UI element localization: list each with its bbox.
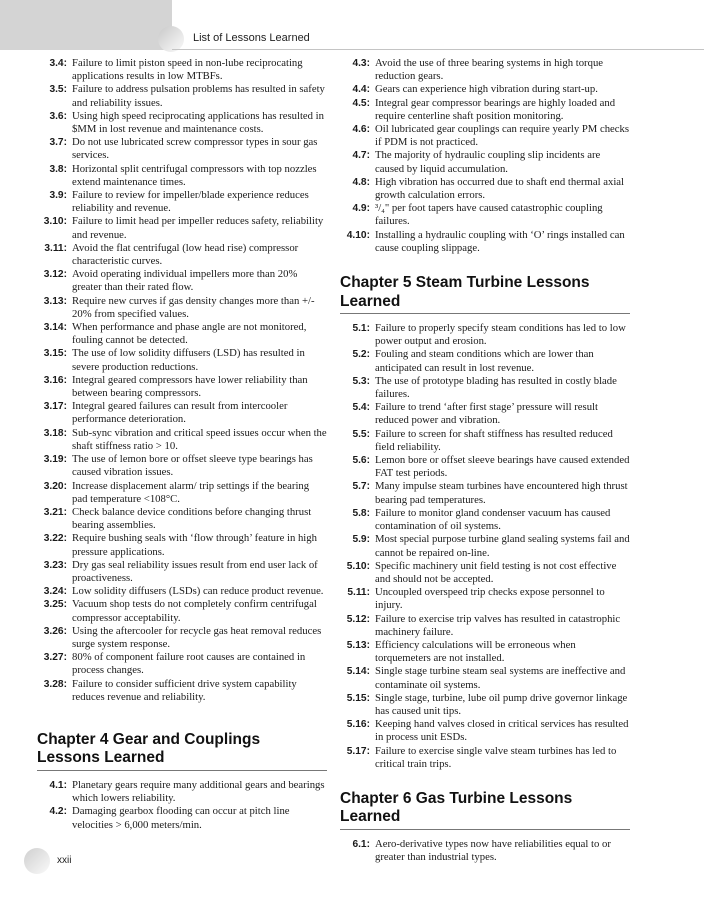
lesson-number: 3.19:	[43, 454, 67, 466]
lesson-number: 3.27:	[43, 652, 67, 664]
lesson-number: 4.2:	[49, 806, 67, 818]
lesson-number: 4.3:	[352, 58, 370, 69]
lesson-text: Keeping hand valves closed in critical services has resulted in process unit ESDs.	[375, 718, 629, 744]
lesson-number: 5.16:	[346, 719, 370, 731]
lesson-number: 3.7:	[49, 137, 67, 149]
lesson-item	[37, 215, 327, 241]
lessons-list-chapter-6	[340, 838, 630, 864]
lesson-text: Integral geared failures can result from intercooler performance deterioration.	[72, 400, 288, 426]
lessons-list-chapter-4-continued	[340, 57, 630, 255]
lesson-item	[340, 480, 630, 506]
lesson-text: Planetary gears require many additional gears and bearings which lowers reliability.	[72, 778, 325, 805]
lesson-item	[37, 347, 327, 373]
lesson-text: Increase displacement alarm/ trip settings if the bearing pad temperature <108°C.	[72, 479, 310, 505]
lesson-item	[37, 585, 327, 598]
lesson-text: Failure to exercise single valve steam turbines has led to critical train trips.	[375, 744, 617, 770]
lesson-item	[37, 321, 327, 347]
lesson-number: 5.10:	[346, 560, 370, 572]
lesson-number: 3.5:	[49, 84, 67, 96]
lesson-item	[37, 83, 327, 109]
chapter-6-heading: Chapter 6 Gas Turbine Lessons Learned	[340, 790, 630, 830]
lesson-item	[340, 718, 630, 744]
lesson-text: Avoid the use of three bearing systems in high torque reduction gears.	[375, 57, 604, 83]
page-header	[0, 0, 704, 50]
lesson-number: 3.18:	[43, 427, 67, 439]
lesson-text: Many impulse steam turbines have encountered high thrust bearing pad temperatures.	[375, 480, 628, 506]
lesson-number: 5.8:	[352, 507, 370, 519]
lesson-item	[340, 613, 630, 639]
lesson-text: Failure to monitor gland condenser vacuum has caused contamination of oil systems.	[375, 506, 611, 533]
lesson-item	[340, 507, 630, 533]
lesson-item	[37, 268, 327, 294]
lesson-item	[340, 428, 630, 454]
lesson-item	[37, 779, 327, 805]
lesson-number: 5.5:	[352, 428, 370, 440]
lesson-text: Do not use lubricated screw compressor types in sour gas services.	[72, 136, 318, 162]
lesson-number: 3.21:	[43, 506, 67, 518]
lesson-text: Single stage, turbine, lube oil pump drive governor linkage has caused unit tips.	[375, 691, 628, 717]
right-column	[340, 57, 630, 864]
chapter-5-heading: Chapter 5 Steam Turbine Lessons Learned	[340, 274, 630, 314]
lesson-number: 3.22:	[43, 533, 67, 545]
lesson-number: 5.3:	[352, 375, 370, 387]
lesson-number: 3.20:	[43, 480, 67, 492]
lesson-number: 3.13:	[43, 295, 67, 307]
lesson-number: 4.1:	[49, 779, 67, 791]
lesson-item	[37, 678, 327, 704]
lesson-text: Installing a hydraulic coupling with ‘O’ rings installed can cause coupling slippage.	[375, 228, 625, 254]
lesson-text: Failure to limit head per impeller reduces safety, reliability and revenue.	[72, 215, 324, 241]
lesson-item	[37, 532, 327, 558]
lesson-number: 5.1:	[352, 323, 370, 335]
lesson-number: 5.9:	[352, 534, 370, 546]
lesson-number: 5.6:	[352, 455, 370, 467]
lesson-number: 5.15:	[346, 692, 370, 704]
lesson-number: 4.6:	[352, 124, 370, 136]
lesson-item	[340, 348, 630, 374]
lesson-number: 3.14:	[43, 322, 67, 334]
lesson-number: 5.17:	[346, 745, 370, 757]
lesson-number: 4.10:	[346, 229, 370, 241]
lesson-number: 5.2:	[352, 349, 370, 361]
lesson-item	[340, 123, 630, 149]
lesson-number: 3.4:	[49, 58, 67, 69]
lesson-text: Failure to screen for shaft stiffness has resulted reduced field reliability.	[375, 427, 613, 453]
lesson-text: Fouling and steam conditions which are lower than anticipated can result in lost revenue.	[375, 348, 594, 374]
lesson-text: ³/₄" per foot tapers have caused catastrophic coupling failures.	[375, 202, 603, 228]
lesson-number: 5.7:	[352, 481, 370, 493]
running-header-title: List of Lessons Learned	[193, 32, 310, 44]
lesson-item	[37, 427, 327, 453]
lesson-text: Failure to address pulsation problems has resulted in safety and reliability issues.	[72, 83, 325, 109]
lesson-item	[340, 401, 630, 427]
lesson-item	[37, 400, 327, 426]
footer-circle-ornament	[24, 848, 50, 874]
header-tab	[0, 0, 172, 50]
lesson-text: Sub-sync vibration and critical speed issues occur when the shaft stiffness ratio > 10.	[72, 426, 327, 452]
lesson-number: 4.7:	[352, 150, 370, 162]
lesson-number: 3.10:	[43, 216, 67, 228]
lesson-item	[340, 176, 630, 202]
lesson-text: Avoid the flat centrifugal (low head rise) compressor characteristic curves.	[72, 241, 299, 268]
lesson-item	[37, 480, 327, 506]
lesson-item	[340, 322, 630, 348]
lesson-text: Integral gear compressor bearings are highly loaded and require centerline shaft position monitoring.	[375, 96, 616, 122]
lesson-text: Failure to limit piston speed in non-lube reciprocating applications results in low MTBFs.	[72, 57, 303, 83]
lesson-text: The majority of hydraulic coupling slip incidents are caused by liquid accumulation.	[375, 149, 601, 175]
lesson-number: 3.6:	[49, 110, 67, 122]
lesson-text: High vibration has occurred due to shaft end thermal axial growth calculation errors.	[375, 175, 624, 202]
lesson-text: Failure to consider sufficient drive system capability reduces revenue and reliability.	[72, 677, 297, 703]
lesson-item	[37, 57, 327, 83]
lesson-item	[340, 586, 630, 612]
lesson-text: Avoid operating individual impellers more than 20% greater than their rated flow.	[72, 268, 298, 294]
lesson-text: Specific machinery unit field testing is not cost effective and should not be accepted.	[375, 559, 617, 585]
lesson-item	[340, 533, 630, 559]
lesson-number: 4.8:	[352, 176, 370, 188]
lesson-item	[37, 163, 327, 189]
lesson-text: Require new curves if gas density changes more than +/- 20% from specified values.	[72, 294, 315, 320]
lesson-text: Using the aftercooler for recycle gas heat removal reduces surge system response.	[72, 624, 322, 650]
lesson-number: 4.4:	[352, 84, 370, 96]
lesson-item	[340, 838, 630, 864]
lesson-text: Dry gas seal reliability issues result from end user lack of proactiveness.	[72, 558, 318, 584]
lesson-number: 3.26:	[43, 625, 67, 637]
lesson-number: 6.1:	[352, 838, 370, 850]
lesson-number: 3.16:	[43, 374, 67, 386]
lesson-item	[340, 745, 630, 771]
lesson-text: Lemon bore or offset sleeve bearings have caused extended FAT test periods.	[375, 454, 630, 480]
lesson-number: 5.13:	[346, 639, 370, 651]
lesson-item	[340, 454, 630, 480]
lesson-item	[340, 149, 630, 175]
lesson-text: Vacuum shop tests do not completely confirm centrifugal compressor acceptability.	[72, 598, 317, 624]
header-rule	[172, 49, 704, 50]
lesson-item	[37, 598, 327, 624]
lesson-number: 3.11:	[44, 242, 67, 254]
lesson-number: 3.25:	[43, 599, 67, 611]
lesson-item	[340, 97, 630, 123]
lesson-number: 3.12:	[43, 269, 67, 281]
lesson-number: 3.24:	[43, 586, 67, 598]
lesson-text: The use of lemon bore or offset sleeve type bearings has caused vibration issues.	[72, 453, 313, 479]
lesson-text: Damaging gearbox flooding can occur at pitch line velocities > 6,000 meters/min.	[72, 805, 290, 831]
lesson-text: Failure to exercise trip valves has resulted in catastrophic machinery failure.	[375, 612, 621, 638]
lesson-item	[37, 453, 327, 479]
lesson-item	[340, 229, 630, 255]
lesson-text: Require bushing seals with ‘flow through’ feature in high pressure applications.	[72, 532, 317, 558]
lesson-item	[37, 374, 327, 400]
lesson-number: 3.8:	[49, 163, 67, 175]
lesson-number: 5.4:	[352, 402, 370, 414]
lessons-list-chapter-5	[340, 322, 630, 771]
lesson-text: Failure to trend ‘after first stage’ pressure will result reduced power and vibration.	[375, 401, 598, 427]
lesson-item	[340, 83, 630, 96]
lesson-item	[37, 295, 327, 321]
lesson-item	[37, 189, 327, 215]
lesson-item	[340, 665, 630, 691]
lesson-number: 4.5:	[352, 97, 370, 109]
lesson-text: Uncoupled overspeed trip checks expose personnel to injury.	[375, 586, 605, 612]
lesson-item	[37, 506, 327, 532]
lesson-item	[37, 625, 327, 651]
lesson-number: 3.17:	[43, 401, 67, 413]
lesson-text: Check balance device conditions before changing thrust bearing assemblies.	[72, 505, 312, 532]
lesson-item	[340, 202, 630, 228]
lesson-number: 3.9:	[49, 190, 67, 202]
page-number: xxii	[57, 855, 72, 866]
lesson-text: When performance and phase angle are not monitored, fouling cannot be detected.	[72, 321, 307, 347]
lessons-list-chapter-4	[37, 779, 327, 832]
lesson-item	[37, 110, 327, 136]
lesson-number: 5.11:	[347, 587, 370, 599]
lesson-number: 3.23:	[43, 559, 67, 571]
lesson-item	[37, 136, 327, 162]
lesson-text: Single stage turbine steam seal systems are ineffective and contaminate oil systems.	[375, 665, 626, 691]
lesson-item	[340, 57, 630, 83]
lessons-list-chapter-3	[37, 57, 327, 704]
lesson-item	[37, 651, 327, 677]
lesson-item	[340, 375, 630, 401]
lesson-item	[37, 242, 327, 268]
lesson-number: 3.15:	[43, 348, 67, 360]
chapter-4-heading: Chapter 4 Gear and Couplings Lessons Learned	[37, 731, 327, 771]
left-column	[37, 57, 327, 832]
lesson-text: The use of low solidity diffusers (LSD) has resulted in severe production reductions.	[72, 347, 305, 373]
lesson-text: Integral geared compressors have lower reliability than between bearing compressors.	[72, 373, 308, 400]
lesson-text: Using high speed reciprocating applications has resulted in $MM in lost revenue and maintenance costs.	[72, 109, 324, 136]
lesson-item	[340, 692, 630, 718]
lesson-text: The use of prototype blading has resulted in costly blade failures.	[375, 374, 617, 401]
lesson-text: Oil lubricated gear couplings can require yearly PM checks if PDM is not practiced.	[375, 123, 630, 149]
lesson-text: Failure to properly specify steam conditions has led to low power output and erosion.	[375, 322, 626, 348]
lesson-item	[340, 639, 630, 665]
lesson-number: 5.12:	[346, 613, 370, 625]
lesson-item	[37, 805, 327, 831]
lesson-text: Low solidity diffusers (LSDs) can reduce product revenue.	[72, 585, 324, 598]
lesson-number: 5.14:	[346, 666, 370, 678]
lesson-text: Failure to review for impeller/blade experience reduces reliability and revenue.	[72, 189, 309, 215]
lesson-text: Gears can experience high vibration during start-up.	[375, 83, 598, 96]
lesson-item	[37, 559, 327, 585]
lesson-text: Most special purpose turbine gland sealing systems fail and cannot be repaired on-line.	[375, 533, 630, 559]
lesson-text: Efficiency calculations will be erroneous when torquemeters are not installed.	[375, 638, 576, 665]
lesson-text: 80% of component failure root causes are contained in process changes.	[72, 651, 306, 677]
lesson-text: Aero-derivative types now have reliabilities equal to or greater than industrial types.	[375, 837, 611, 864]
lesson-number: 3.28:	[43, 678, 67, 690]
lesson-number: 4.9:	[352, 203, 370, 215]
lesson-text: Horizontal split centrifugal compressors with top nozzles extend maintenance times.	[72, 162, 317, 188]
lesson-item	[340, 560, 630, 586]
